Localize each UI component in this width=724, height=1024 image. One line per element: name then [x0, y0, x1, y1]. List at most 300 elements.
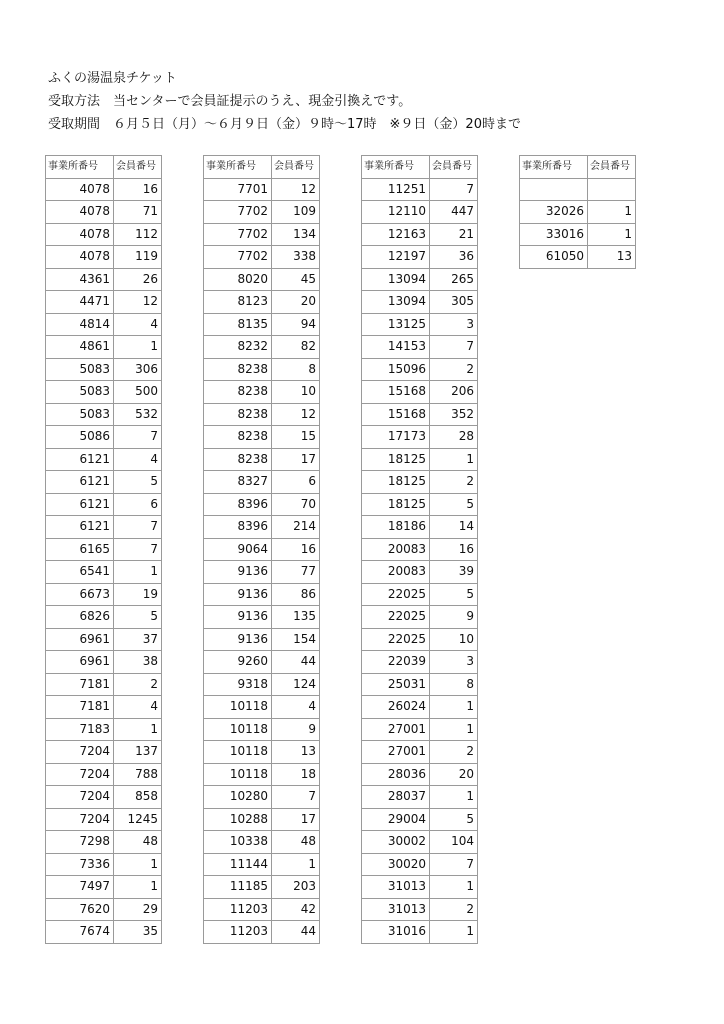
member-number-cell: 12: [114, 291, 162, 314]
office-number-cell: 7204: [46, 741, 114, 764]
office-number-cell: 18186: [362, 516, 430, 539]
table-row: [204, 583, 320, 606]
table-row: [362, 898, 478, 921]
member-number-cell: 1: [272, 853, 320, 876]
ticket-title: ふくの湯温泉チケット: [48, 71, 177, 86]
table-row: [204, 763, 320, 786]
table-row: [204, 628, 320, 651]
office-number-cell: 11203: [204, 898, 272, 921]
table-row: [362, 876, 478, 899]
table-header-row: [46, 156, 162, 179]
member-number-cell: 134: [272, 223, 320, 246]
table-row: [204, 876, 320, 899]
member-number-cell: 77: [272, 561, 320, 584]
office-number-cell: 25031: [362, 673, 430, 696]
member-number-header: 会員番号: [114, 156, 162, 179]
office-number-cell: 15168: [362, 381, 430, 404]
member-number-cell: 26: [114, 268, 162, 291]
table-row: [46, 853, 162, 876]
member-number-cell: 8: [272, 358, 320, 381]
table-row: [204, 493, 320, 516]
member-number-cell: 35: [114, 921, 162, 944]
office-number-cell: 12163: [362, 223, 430, 246]
member-number-cell: 154: [272, 628, 320, 651]
member-number-cell: 20: [272, 291, 320, 314]
member-number-cell: 5: [430, 808, 478, 831]
table-row: [362, 471, 478, 494]
member-number-cell: 21: [430, 223, 478, 246]
table-row: [46, 831, 162, 854]
member-number-header: 会員番号: [588, 156, 636, 179]
office-number-cell: 11203: [204, 921, 272, 944]
member-number-cell: 2: [430, 471, 478, 494]
office-number-cell: 4861: [46, 336, 114, 359]
table-row: [46, 696, 162, 719]
office-number-cell: 10280: [204, 786, 272, 809]
table-row: [362, 786, 478, 809]
office-number-cell: 30020: [362, 853, 430, 876]
member-number-cell: 2: [430, 898, 478, 921]
member-number-cell: 7: [430, 336, 478, 359]
table-row: [46, 538, 162, 561]
member-number-cell: 14: [430, 516, 478, 539]
office-number-cell: [520, 178, 588, 201]
office-number-cell: 7336: [46, 853, 114, 876]
member-number-cell: 4: [114, 448, 162, 471]
member-number-cell: 858: [114, 786, 162, 809]
member-number-cell: 38: [114, 651, 162, 674]
member-number-cell: 2: [114, 673, 162, 696]
office-number-cell: 32026: [520, 201, 588, 224]
member-number-cell: 109: [272, 201, 320, 224]
table-row: [362, 493, 478, 516]
table-row: [204, 403, 320, 426]
member-number-cell: 71: [114, 201, 162, 224]
office-number-cell: 4078: [46, 201, 114, 224]
member-number-cell: 94: [272, 313, 320, 336]
table-row: [46, 313, 162, 336]
table-row: [204, 336, 320, 359]
ticket-header: [48, 67, 521, 136]
member-number-cell: 7: [114, 426, 162, 449]
office-number-cell: 7204: [46, 808, 114, 831]
office-number-cell: 22025: [362, 583, 430, 606]
table-row: [362, 448, 478, 471]
office-number-cell: 4078: [46, 223, 114, 246]
member-number-cell: 137: [114, 741, 162, 764]
member-number-cell: 1: [588, 223, 636, 246]
table-row: [362, 741, 478, 764]
ticket-table-4: [519, 155, 636, 269]
office-number-cell: 5083: [46, 358, 114, 381]
office-number-cell: 28037: [362, 786, 430, 809]
office-number-header: 事業所番号: [520, 156, 588, 179]
table-row: [46, 268, 162, 291]
member-number-cell: 8: [430, 673, 478, 696]
table-row: [362, 763, 478, 786]
table-row: [520, 201, 636, 224]
table-row: [204, 786, 320, 809]
member-number-cell: 13: [588, 246, 636, 269]
table-row: [46, 786, 162, 809]
table-row: [204, 718, 320, 741]
office-number-cell: 8238: [204, 358, 272, 381]
pickup-period: 受取期間 ６月５日（月）～６月９日（金）９時～17時 ※９日（金）20時まで: [48, 117, 521, 132]
member-number-cell: 12: [272, 178, 320, 201]
office-number-cell: 9136: [204, 583, 272, 606]
table-row: [46, 336, 162, 359]
table-row: [204, 673, 320, 696]
table-row: [46, 201, 162, 224]
ticket-table-2: [203, 155, 320, 944]
office-number-cell: 4078: [46, 178, 114, 201]
member-number-cell: 1245: [114, 808, 162, 831]
office-number-cell: 9318: [204, 673, 272, 696]
table-row: [46, 628, 162, 651]
table-row: [204, 268, 320, 291]
table-row: [46, 291, 162, 314]
table-row: [204, 223, 320, 246]
table-row: [204, 246, 320, 269]
table-row: [204, 516, 320, 539]
table-row: [46, 358, 162, 381]
table-row: [362, 538, 478, 561]
office-number-cell: 8232: [204, 336, 272, 359]
office-number-cell: 8327: [204, 471, 272, 494]
office-number-cell: 11185: [204, 876, 272, 899]
member-number-cell: 119: [114, 246, 162, 269]
office-number-cell: 18125: [362, 493, 430, 516]
member-number-cell: 39: [430, 561, 478, 584]
office-number-cell: 13094: [362, 268, 430, 291]
table-row: [46, 763, 162, 786]
table-row: [204, 921, 320, 944]
table-row: [46, 426, 162, 449]
table-row: [362, 358, 478, 381]
member-number-cell: 48: [114, 831, 162, 854]
member-number-cell: 2: [430, 358, 478, 381]
member-number-cell: 1: [430, 876, 478, 899]
member-number-cell: 6: [114, 493, 162, 516]
office-number-cell: 7701: [204, 178, 272, 201]
member-number-cell: 4: [272, 696, 320, 719]
member-number-cell: 29: [114, 898, 162, 921]
member-number-cell: 124: [272, 673, 320, 696]
office-number-cell: 18125: [362, 448, 430, 471]
office-number-cell: 11144: [204, 853, 272, 876]
office-number-header: 事業所番号: [362, 156, 430, 179]
office-number-cell: 10338: [204, 831, 272, 854]
office-number-cell: 8396: [204, 493, 272, 516]
office-number-cell: 5083: [46, 381, 114, 404]
member-number-cell: 7: [272, 786, 320, 809]
table-row: [362, 673, 478, 696]
office-number-cell: 7620: [46, 898, 114, 921]
member-number-cell: 18: [272, 763, 320, 786]
member-number-cell: 15: [272, 426, 320, 449]
table-row: [204, 561, 320, 584]
office-number-cell: 7183: [46, 718, 114, 741]
table-row: [204, 291, 320, 314]
member-number-cell: 214: [272, 516, 320, 539]
office-number-cell: 10118: [204, 696, 272, 719]
table-row: [46, 561, 162, 584]
office-number-cell: 6121: [46, 471, 114, 494]
office-number-cell: 8135: [204, 313, 272, 336]
office-number-cell: 5086: [46, 426, 114, 449]
table-row: [362, 336, 478, 359]
member-number-cell: 203: [272, 876, 320, 899]
table-row: [362, 178, 478, 201]
member-number-header: 会員番号: [430, 156, 478, 179]
member-number-cell: 206: [430, 381, 478, 404]
office-number-cell: 10118: [204, 741, 272, 764]
member-number-cell: 7: [114, 538, 162, 561]
table-row: [46, 178, 162, 201]
office-number-cell: 15096: [362, 358, 430, 381]
table-row: [362, 313, 478, 336]
table-row: [204, 808, 320, 831]
office-number-cell: 8396: [204, 516, 272, 539]
table-row: [46, 583, 162, 606]
table-row: [204, 471, 320, 494]
table-row: [520, 178, 636, 201]
member-number-cell: 265: [430, 268, 478, 291]
table-header-row: [204, 156, 320, 179]
office-number-cell: 6121: [46, 448, 114, 471]
office-number-cell: 17173: [362, 426, 430, 449]
table-row: [362, 718, 478, 741]
member-number-cell: 5: [114, 606, 162, 629]
office-number-cell: 22025: [362, 606, 430, 629]
table-row: [362, 268, 478, 291]
table-header-row: [520, 156, 636, 179]
office-number-cell: 20083: [362, 538, 430, 561]
member-number-cell: 44: [272, 921, 320, 944]
member-number-cell: 1: [430, 696, 478, 719]
office-number-cell: 30002: [362, 831, 430, 854]
member-number-cell: 9: [272, 718, 320, 741]
table-row: [362, 426, 478, 449]
office-number-cell: 27001: [362, 718, 430, 741]
member-number-cell: 305: [430, 291, 478, 314]
table-row: [520, 223, 636, 246]
member-number-cell: 36: [430, 246, 478, 269]
ticket-table-1: [45, 155, 162, 944]
office-number-cell: 4814: [46, 313, 114, 336]
table-row: [362, 921, 478, 944]
office-number-cell: 20083: [362, 561, 430, 584]
member-number-cell: 10: [430, 628, 478, 651]
table-row: [362, 223, 478, 246]
table-row: [204, 313, 320, 336]
office-number-cell: 10118: [204, 718, 272, 741]
table-row: [204, 741, 320, 764]
office-number-cell: 13094: [362, 291, 430, 314]
office-number-cell: 15168: [362, 403, 430, 426]
table-row: [362, 808, 478, 831]
member-number-cell: 44: [272, 651, 320, 674]
table-header-row: [362, 156, 478, 179]
member-number-cell: 17: [272, 448, 320, 471]
office-number-cell: 14153: [362, 336, 430, 359]
member-number-cell: 6: [272, 471, 320, 494]
member-number-cell: 500: [114, 381, 162, 404]
member-number-cell: 338: [272, 246, 320, 269]
member-number-cell: 7: [114, 516, 162, 539]
member-number-cell: 16: [114, 178, 162, 201]
office-number-cell: 8238: [204, 381, 272, 404]
office-number-cell: 4361: [46, 268, 114, 291]
member-number-cell: 86: [272, 583, 320, 606]
table-row: [46, 471, 162, 494]
office-number-cell: 7702: [204, 246, 272, 269]
member-number-cell: 4: [114, 696, 162, 719]
table-row: [46, 718, 162, 741]
office-number-cell: 22025: [362, 628, 430, 651]
office-number-cell: 7181: [46, 696, 114, 719]
member-number-cell: 4: [114, 313, 162, 336]
table-row: [204, 426, 320, 449]
office-number-cell: 8238: [204, 426, 272, 449]
member-number-cell: 1: [114, 561, 162, 584]
table-row: [46, 876, 162, 899]
office-number-cell: 7204: [46, 763, 114, 786]
office-number-cell: 12110: [362, 201, 430, 224]
member-number-cell: 104: [430, 831, 478, 854]
office-number-cell: 6165: [46, 538, 114, 561]
office-number-cell: 33016: [520, 223, 588, 246]
table-row: [204, 381, 320, 404]
member-number-cell: 5: [114, 471, 162, 494]
member-number-cell: 1: [588, 201, 636, 224]
table-row: [204, 448, 320, 471]
table-row: [46, 223, 162, 246]
table-row: [46, 493, 162, 516]
table-row: [46, 741, 162, 764]
table-row: [204, 201, 320, 224]
table-row: [362, 246, 478, 269]
office-number-header: 事業所番号: [204, 156, 272, 179]
office-number-cell: 26024: [362, 696, 430, 719]
table-row: [362, 403, 478, 426]
office-number-cell: 61050: [520, 246, 588, 269]
member-number-cell: 82: [272, 336, 320, 359]
table-row: [46, 606, 162, 629]
member-number-cell: 3: [430, 651, 478, 674]
table-row: [362, 628, 478, 651]
member-number-cell: 1: [114, 718, 162, 741]
member-number-cell: 1: [430, 786, 478, 809]
member-number-cell: 532: [114, 403, 162, 426]
office-number-cell: 7298: [46, 831, 114, 854]
member-number-cell: 306: [114, 358, 162, 381]
member-number-cell: 20: [430, 763, 478, 786]
member-number-cell: 112: [114, 223, 162, 246]
office-number-cell: 28036: [362, 763, 430, 786]
member-number-cell: 1: [430, 448, 478, 471]
table-row: [204, 538, 320, 561]
table-row: [46, 381, 162, 404]
member-number-cell: 5: [430, 493, 478, 516]
office-number-cell: 8238: [204, 403, 272, 426]
office-number-cell: 10288: [204, 808, 272, 831]
member-number-cell: 42: [272, 898, 320, 921]
member-number-cell: 5: [430, 583, 478, 606]
table-row: [362, 651, 478, 674]
office-number-cell: 7204: [46, 786, 114, 809]
member-number-cell: 45: [272, 268, 320, 291]
office-number-cell: 7181: [46, 673, 114, 696]
member-number-cell: 1: [114, 336, 162, 359]
office-number-cell: 13125: [362, 313, 430, 336]
member-number-cell: 2: [430, 741, 478, 764]
member-number-cell: 1: [430, 921, 478, 944]
office-number-cell: 5083: [46, 403, 114, 426]
table-row: [362, 606, 478, 629]
office-number-cell: 8020: [204, 268, 272, 291]
office-number-cell: 12197: [362, 246, 430, 269]
office-number-cell: 31016: [362, 921, 430, 944]
ticket-table-3: [361, 155, 478, 944]
member-number-cell: 447: [430, 201, 478, 224]
office-number-cell: 4471: [46, 291, 114, 314]
member-number-cell: 16: [430, 538, 478, 561]
table-row: [362, 201, 478, 224]
table-row: [46, 898, 162, 921]
table-row: [204, 358, 320, 381]
office-number-cell: 31013: [362, 898, 430, 921]
office-number-cell: 8123: [204, 291, 272, 314]
table-row: [46, 673, 162, 696]
table-row: [204, 853, 320, 876]
office-number-cell: 18125: [362, 471, 430, 494]
member-number-cell: 1: [430, 718, 478, 741]
member-number-cell: 19: [114, 583, 162, 606]
office-number-cell: 6961: [46, 628, 114, 651]
office-number-cell: 7497: [46, 876, 114, 899]
member-number-cell: 16: [272, 538, 320, 561]
office-number-cell: 6541: [46, 561, 114, 584]
member-number-cell: 12: [272, 403, 320, 426]
table-row: [46, 448, 162, 471]
member-number-cell: 37: [114, 628, 162, 651]
member-number-cell: 13: [272, 741, 320, 764]
member-number-cell: 17: [272, 808, 320, 831]
table-row: [46, 403, 162, 426]
office-number-cell: 6673: [46, 583, 114, 606]
member-number-cell: 788: [114, 763, 162, 786]
office-number-cell: 22039: [362, 651, 430, 674]
table-row: [46, 808, 162, 831]
office-number-cell: 8238: [204, 448, 272, 471]
table-row: [204, 606, 320, 629]
table-row: [46, 246, 162, 269]
office-number-cell: 7674: [46, 921, 114, 944]
table-row: [520, 246, 636, 269]
office-number-cell: 9136: [204, 561, 272, 584]
member-number-cell: 9: [430, 606, 478, 629]
office-number-cell: 11251: [362, 178, 430, 201]
member-number-cell: 7: [430, 853, 478, 876]
table-row: [204, 898, 320, 921]
office-number-cell: 10118: [204, 763, 272, 786]
office-number-cell: 9136: [204, 606, 272, 629]
member-number-cell: 28: [430, 426, 478, 449]
member-number-cell: 7: [430, 178, 478, 201]
member-number-header: 会員番号: [272, 156, 320, 179]
table-row: [362, 381, 478, 404]
